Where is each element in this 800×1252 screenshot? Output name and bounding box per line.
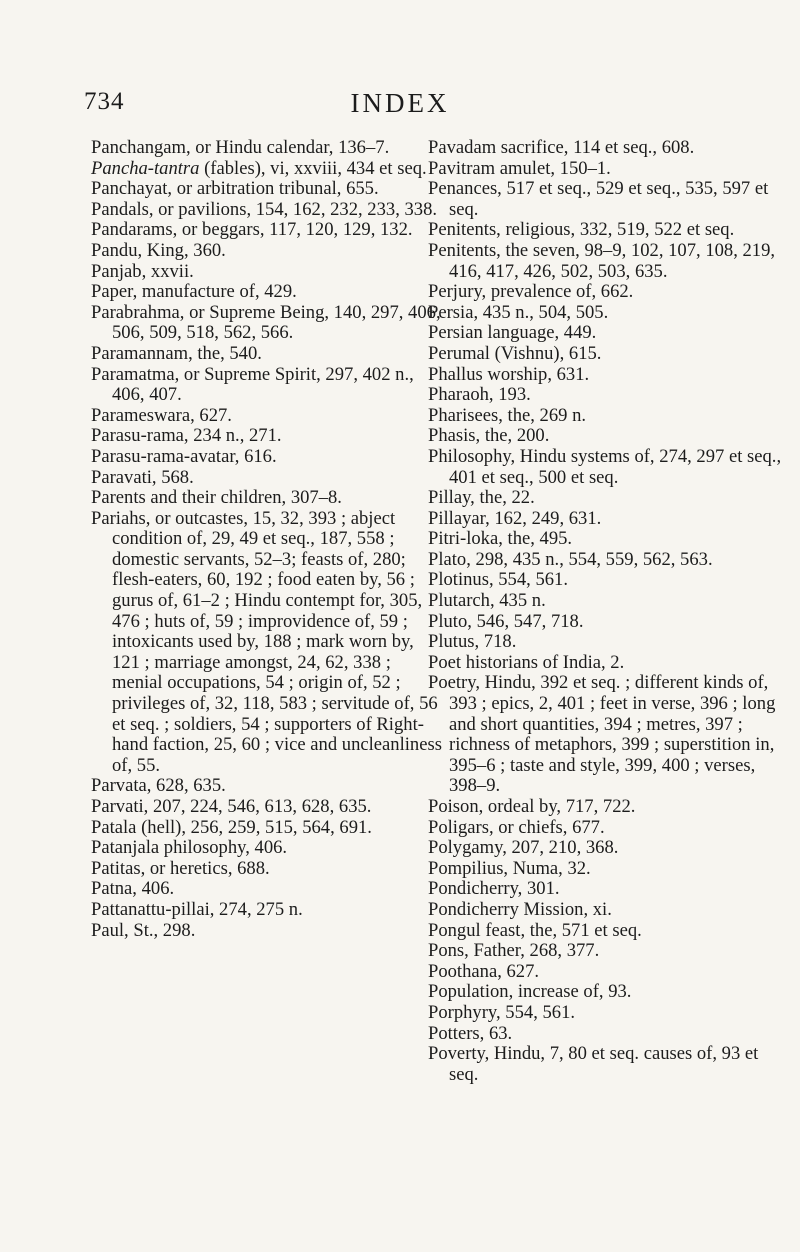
index-entry-text: Patala (hell), 256, 259, 515, 564, 691. — [91, 816, 372, 838]
index-entry — [428, 570, 783, 591]
index-entry — [91, 159, 446, 180]
index-entry — [91, 200, 446, 221]
index-entry-text: Plutus, 718. — [428, 631, 517, 653]
index-entry — [91, 262, 446, 283]
index-entry — [428, 941, 783, 962]
index-entry — [428, 900, 783, 921]
index-entry-text: Persian language, 449. — [428, 322, 597, 344]
index-entry — [428, 220, 783, 241]
index-entry — [91, 241, 446, 262]
index-entry — [428, 426, 783, 447]
index-entry — [91, 797, 446, 818]
index-entry-text: Plutarch, 435 n. — [428, 590, 546, 612]
index-entry-text: Pons, Father, 268, 377. — [428, 940, 600, 962]
index-entry — [91, 776, 446, 797]
index-entry-text: Pongul feast, the, 571 et seq. — [428, 919, 642, 941]
index-entry-text: Paramatma, or Supreme Spirit, 297, 402 n., 406, 407. — [91, 363, 414, 406]
index-entry-text: Pandu, King, 360. — [91, 239, 226, 261]
index-entry-text: Penitents, religious, 332, 519, 522 et seq. — [428, 219, 735, 241]
index-entry — [91, 303, 446, 344]
index-entry — [428, 509, 783, 530]
index-entry — [91, 509, 446, 777]
index-entry-text: Paper, manufacture of, 429. — [91, 281, 297, 303]
index-entry — [428, 159, 783, 180]
index-entry-text: Pandals, or pavilions, 154, 162, 232, 233, 338. — [91, 198, 438, 220]
index-entry — [91, 921, 446, 942]
index-entry — [428, 344, 783, 365]
index-entry — [428, 673, 783, 797]
index-entry-text: Paravati, 568. — [91, 466, 194, 488]
index-entry-text: Pillayar, 162, 249, 631. — [428, 507, 602, 529]
index-entry — [91, 220, 446, 241]
index-entry — [428, 879, 783, 900]
index-entry — [428, 612, 783, 633]
index-entry-text: Phallus worship, 631. — [428, 363, 590, 385]
index-entry-text: Parasu-rama-avatar, 616. — [91, 445, 277, 467]
index-entry — [428, 859, 783, 880]
index-entry-text: Parvati, 207, 224, 546, 613, 628, 635. — [91, 796, 372, 817]
index-entry-text: Pharisees, the, 269 n. — [428, 404, 587, 426]
index-entry — [428, 632, 783, 653]
index-entry-text: Pharaoh, 193. — [428, 384, 531, 406]
index-entry-text: Parabrahma, or Supreme Being, 140, 297, 406, 506, 509, 518, 562, 566. — [91, 301, 441, 344]
index-column-right — [428, 138, 783, 1085]
index-entry-text: Perjury, prevalence of, 662. — [428, 281, 634, 303]
index-entry-text: (fables), vi, xxviii, 434 et seq. — [199, 157, 427, 179]
index-entry-text: Panchangam, or Hindu calendar, 136–7. — [91, 137, 390, 158]
index-entry — [428, 962, 783, 983]
index-entry-text: Population, increase of, 93. — [428, 981, 632, 1003]
index-entry — [428, 653, 783, 674]
index-entry — [428, 323, 783, 344]
index-entry — [91, 900, 446, 921]
index-entry-text: Pariahs, or outcastes, 15, 32, 393 ; abject condition of, 29, 49 et seq., 187, 558 ; domestic servants, 52–3; feasts of, 280; flesh-eaters, 60, 192 ; food eaten by, 56 ; gurus of, 61–2 ; Hindu contempt for, 305, 476 ; huts of, 59 ; improvidence of, 59 ; intoxicants used by, 188 ; mark worn by, 121 ; marriage amongst, 24, 62, 338 ; menial occupations, 54 ; origin of, 52 ; privileges of, 32, 118, 583 ; servitude of, 56 et seq. ; soldiers, 54 ; supporters of Right-hand faction, 25, 60 ; vice and uncleanliness of, 55. — [91, 507, 442, 776]
index-entry-text: Parvata, 628, 635. — [91, 775, 226, 797]
index-entry-text: Pluto, 546, 547, 718. — [428, 610, 584, 632]
index-entry — [428, 982, 783, 1003]
index-entry-text: Poverty, Hindu, 7, 80 et seq. causes of, 93 et seq. — [428, 1043, 759, 1085]
index-entry-text: Phasis, the, 200. — [428, 425, 550, 447]
index-entry-text: Plotinus, 554, 561. — [428, 569, 568, 591]
index-entry-text: Penitents, the seven, 98–9, 102, 107, 108, 219, 416, 417, 426, 502, 503, 635. — [428, 239, 776, 282]
index-entry — [428, 818, 783, 839]
index-entry-text: Poligars, or chiefs, 677. — [428, 816, 605, 838]
index-entry — [91, 138, 446, 159]
index-entry — [428, 406, 783, 427]
index-entry-text: Panjab, xxvii. — [91, 260, 194, 282]
index-entry — [428, 1003, 783, 1024]
index-entry — [428, 179, 783, 220]
index-entry-text: Plato, 298, 435 n., 554, 559, 562, 563. — [428, 548, 713, 570]
index-entry — [91, 426, 446, 447]
index-entry — [91, 879, 446, 900]
index-entry-text: Patitas, or heretics, 688. — [91, 857, 270, 879]
index-entry — [91, 488, 446, 509]
index-entry — [428, 241, 783, 282]
index-entry — [91, 468, 446, 489]
page-number: 734 — [84, 88, 125, 115]
index-entry-text: Poet historians of India, 2. — [428, 651, 625, 673]
index-entry — [91, 838, 446, 859]
index-entry-text: Parasu-rama, 234 n., 271. — [91, 425, 282, 447]
index-entry — [428, 365, 783, 386]
index-entry-text: Pondicherry Mission, xi. — [428, 898, 612, 920]
index-entry — [428, 1024, 783, 1045]
index-entry — [428, 797, 783, 818]
index-entry-text: Porphyry, 554, 561. — [428, 1001, 576, 1023]
index-entry — [91, 282, 446, 303]
index-entry-text: Penances, 517 et seq., 529 et seq., 535, 597 et seq. — [428, 178, 769, 220]
index-entry — [428, 488, 783, 509]
index-entry — [428, 591, 783, 612]
index-entry-text: Poison, ordeal by, 717, 722. — [428, 796, 636, 817]
index-entry-text: Perumal (Vishnu), 615. — [428, 342, 602, 364]
index-entry-text: Pavitram amulet, 150–1. — [428, 157, 611, 179]
index-entry-text: Patanjala philosophy, 406. — [91, 837, 288, 859]
running-title: INDEX — [350, 88, 450, 118]
index-entry-text: Pavadam sacrifice, 114 et seq., 608. — [428, 137, 695, 158]
index-entry — [428, 1044, 783, 1085]
index-entry — [428, 838, 783, 859]
index-entry — [91, 344, 446, 365]
index-entry — [428, 921, 783, 942]
index-entry — [91, 365, 446, 406]
index-entry — [428, 385, 783, 406]
index-entry-text: Paul, St., 298. — [91, 919, 196, 941]
index-entry-text: Poothana, 627. — [428, 960, 540, 982]
index-entry — [428, 282, 783, 303]
index-entry-text: Potters, 63. — [428, 1022, 513, 1044]
index-entry-text: Pandarams, or beggars, 117, 120, 129, 132. — [91, 219, 413, 241]
index-entry-text: Persia, 435 n., 504, 505. — [428, 301, 609, 323]
index-entry-text: Patna, 406. — [91, 878, 175, 900]
index-entry-text: Panchayat, or arbitration tribunal, 655. — [91, 178, 379, 200]
index-entry — [91, 818, 446, 839]
index-entry — [91, 859, 446, 880]
page-header — [0, 88, 800, 128]
index-entry — [428, 138, 783, 159]
index-entry-text: Paramannam, the, 540. — [91, 342, 262, 364]
index-entry-text: Philosophy, Hindu systems of, 274, 297 et seq., 401 et seq., 500 et seq. — [428, 445, 782, 488]
index-entry-text: Pattanattu-pillai, 274, 275 n. — [91, 898, 303, 920]
index-entry-text: Pitri-loka, the, 495. — [428, 528, 573, 550]
index-entry-heading: Pancha-tantra — [91, 157, 200, 179]
index-entry-text: Parents and their children, 307–8. — [91, 487, 342, 509]
index-entry-text: Pompilius, Numa, 32. — [428, 857, 591, 879]
index-entry-text: Poetry, Hindu, 392 et seq. ; different kinds of, 393 ; epics, 2, 401 ; feet in verse, 396 ; long and short quantities, 394 ; metres, 397 ; richness of metaphors, 399 ; superstition in, 395–6 ; taste and style, 399, 400 ; verses, 398–9. — [428, 672, 776, 797]
index-entry — [91, 179, 446, 200]
index-entry — [428, 550, 783, 571]
index-column-left — [91, 138, 446, 941]
index-entry — [91, 447, 446, 468]
index-entry-text: Pillay, the, 22. — [428, 487, 535, 509]
index-entry-text: Parameswara, 627. — [91, 404, 232, 426]
index-entry — [428, 529, 783, 550]
index-entry — [428, 303, 783, 324]
index-entry — [91, 406, 446, 427]
index-entry-text: Pondicherry, 301. — [428, 878, 560, 900]
index-entry-text: Polygamy, 207, 210, 368. — [428, 837, 619, 859]
index-entry — [428, 447, 783, 488]
